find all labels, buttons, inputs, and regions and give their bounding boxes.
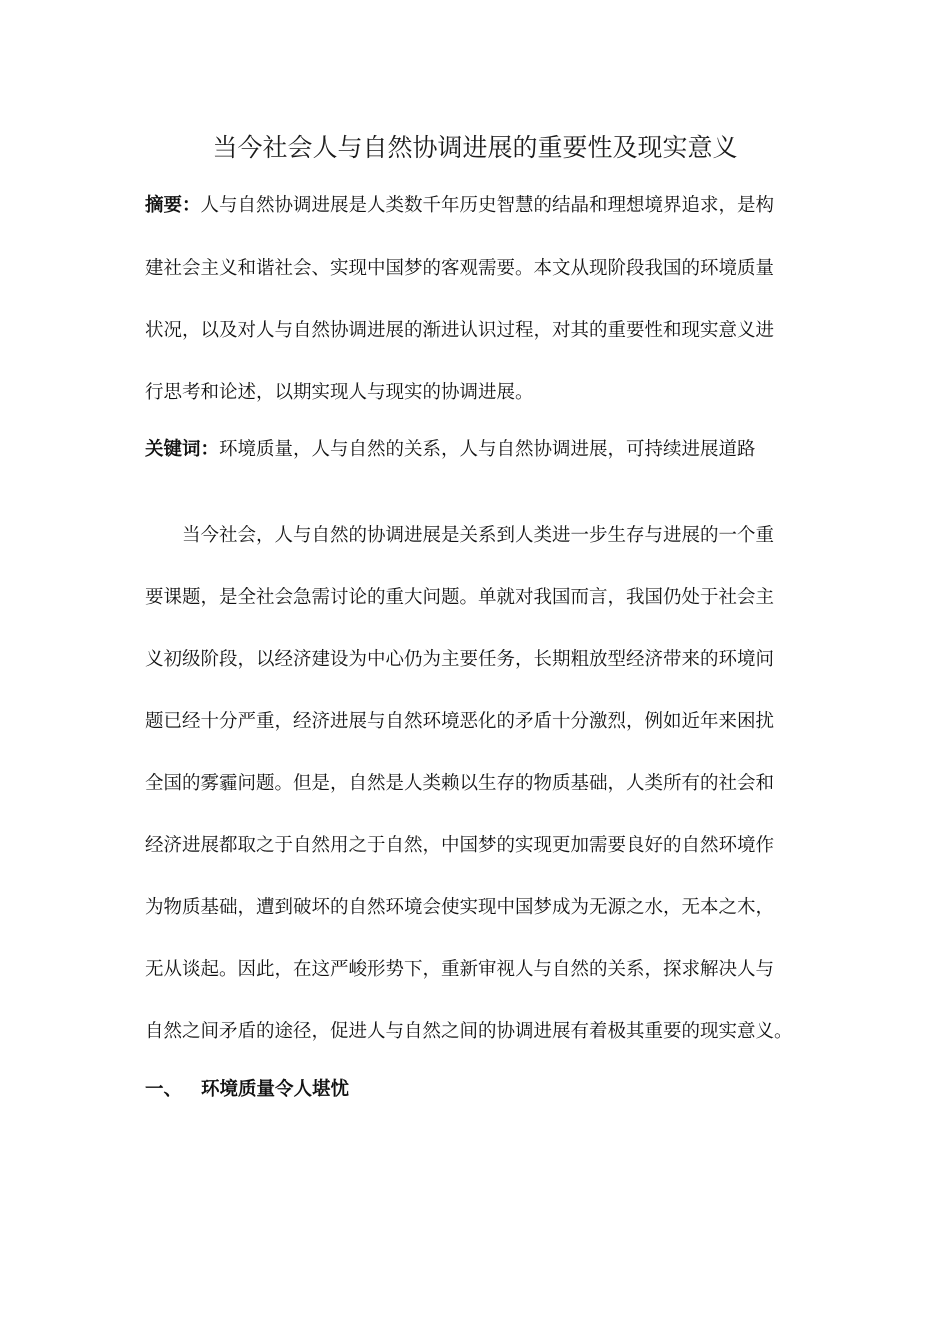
abstract-line xyxy=(145,191,815,221)
keywords-text: 环境质量，人与自然的关系，人与自然协调进展，可持续进展道路 xyxy=(219,439,756,460)
abstract-label: 摘要： xyxy=(145,195,201,216)
section-heading xyxy=(145,1075,815,1105)
body-line: 题已经十分严重，经济进展与自然环境恶化的矛盾十分激烈，例如近年来困扰 xyxy=(145,711,775,732)
body-line: 全国的雾霾问题。但是，自然是人类赖以生存的物质基础，人类所有的社会和 xyxy=(145,773,775,794)
keywords-line xyxy=(145,435,815,465)
section-number: 一、 xyxy=(145,1079,183,1100)
body-line: 无从谈起。因此，在这严峻形势下，重新审视人与自然的关系，探求解决人与 xyxy=(145,959,775,980)
abstract-line: 状况，以及对人与自然协调进展的渐进认识过程，对其的重要性和现实意义进 xyxy=(145,320,775,341)
body-line: 为物质基础，遭到破坏的自然环境会使实现中国梦成为无源之水，无本之木， xyxy=(145,897,775,918)
body-line: 义初级阶段，以经济建设为中心仍为主要任务，长期粗放型经济带来的环境问 xyxy=(145,649,775,670)
abstract-line: 行思考和论述，以期实现人与现实的协调进展。 xyxy=(145,382,534,403)
keywords-label: 关键词： xyxy=(145,439,220,460)
body-line: 经济进展都取之于自然用之于自然，中国梦的实现更加需要良好的自然环境作 xyxy=(145,835,775,856)
abstract-line: 建社会主义和谐社会、实现中国梦的客观需要。本文从现阶段我国的环境质量 xyxy=(145,258,775,279)
section-title: 环境质量令人堪忧 xyxy=(201,1079,350,1100)
body-line: 当今社会，人与自然的协调进展是关系到人类进一步生存与进展的一个重 xyxy=(182,525,775,546)
document-title: 当今社会人与自然协调进展的重要性及现实意义 xyxy=(212,133,738,162)
body-line: 自然之间矛盾的途径，促进人与自然之间的协调进展有着极其重要的现实意义。 xyxy=(145,1021,793,1042)
abstract-text: 人与自然协调进展是人类数千年历史智慧的结晶和理想境界追求，是构 xyxy=(200,195,775,216)
body-line: 要课题，是全社会急需讨论的重大问题。单就对我国而言，我国仍处于社会主 xyxy=(145,587,775,608)
